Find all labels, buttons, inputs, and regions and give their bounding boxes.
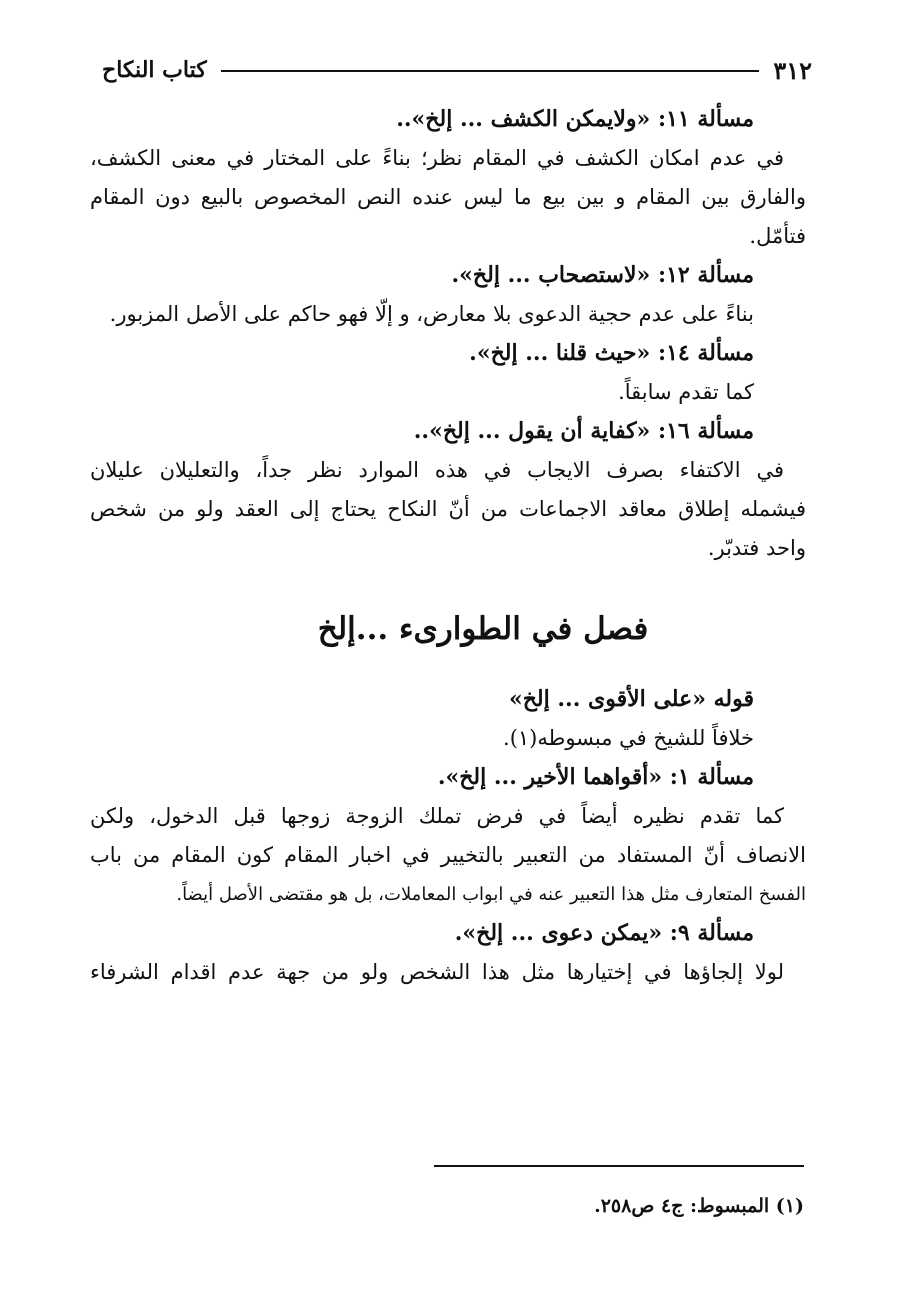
- section-title: فصل في الطوارىء ...إلخ: [317, 611, 649, 647]
- masala-16-text-line: واحد فتدبّر.: [707, 536, 806, 560]
- page-body: [90, 100, 806, 992]
- running-header: [102, 50, 812, 90]
- masala-11-heading: مسألة ١١: «ولايمكن الكشف ... إلخ»..: [396, 106, 754, 132]
- masala-1-heading: مسألة ١: «أقواهما الأخير ... إلخ».: [437, 764, 754, 790]
- masala-9-text-line: لولا إلجاؤها في إختيارها مثل هذا الشخص ولو من جهة عدم اقدام الشرفاء: [90, 960, 784, 984]
- qawluh-heading: قوله «على الأقوى ... إلخ»: [508, 686, 754, 712]
- masala-11-text-line: في عدم امكان الكشف في المقام نظر؛ بناءً على المختار في معنى الكشف،: [90, 146, 784, 170]
- masala-1-text-line: كما تقدم نظيره أيضاً في فرض تملك الزوجة زوجها قبل الدخول، ولكن: [90, 804, 784, 828]
- masala-14-heading: مسألة ١٤: «حيث قلنا ... إلخ».: [469, 340, 754, 366]
- footnote: (١) المبسوط: ج٤ ص٢٥٨.: [594, 1195, 804, 1217]
- masala-12-heading: مسألة ١٢: «لاستصحاب ... إلخ».: [451, 262, 754, 288]
- page-number: ٣١٢: [773, 55, 812, 85]
- footnote-rule: [434, 1165, 804, 1167]
- qawluh-text-line: خلافاً للشيخ في مبسوطه(١).: [503, 726, 754, 750]
- masala-1-text-line: الفسخ المتعارف مثل هذا التعبير عنه في ابواب المعاملات، بل هو مقتضى الأصل أيضاً.: [176, 884, 806, 905]
- masala-16-text-line: في الاكتفاء بصرف الايجاب في هذه الموارد نظر جداً، والتعليلان عليلان: [90, 458, 784, 482]
- book-title: كتاب النكاح: [102, 57, 207, 83]
- masala-14-text-line: كما تقدم سابقاً.: [618, 380, 754, 404]
- masala-9-heading: مسألة ٩: «يمكن دعوى ... إلخ».: [454, 920, 754, 946]
- header-rule: [221, 70, 760, 72]
- masala-1-text-line: الانصاف أنّ المستفاد من التعبير بالتخيير في اخبار المقام كون المقام من باب: [90, 843, 806, 867]
- masala-11-text-line: فتأمّل.: [749, 224, 806, 248]
- masala-16-text-line: فيشمله إطلاق معاقد الاجماعات من أنّ النكاح يحتاج إلى العقد ولو من شخص: [90, 497, 806, 521]
- masala-12-text-line: بناءً على عدم حجية الدعوى بلا معارض، و إلّا فهو حاكم على الأصل المزبور.: [109, 302, 754, 326]
- masala-11-text-line: والفارق بين المقام و بين بيع ما ليس عنده النص المخصوص بالبيع دون المقام: [90, 185, 806, 209]
- masala-16-heading: مسألة ١٦: «كفاية أن يقول ... إلخ»..: [413, 418, 754, 444]
